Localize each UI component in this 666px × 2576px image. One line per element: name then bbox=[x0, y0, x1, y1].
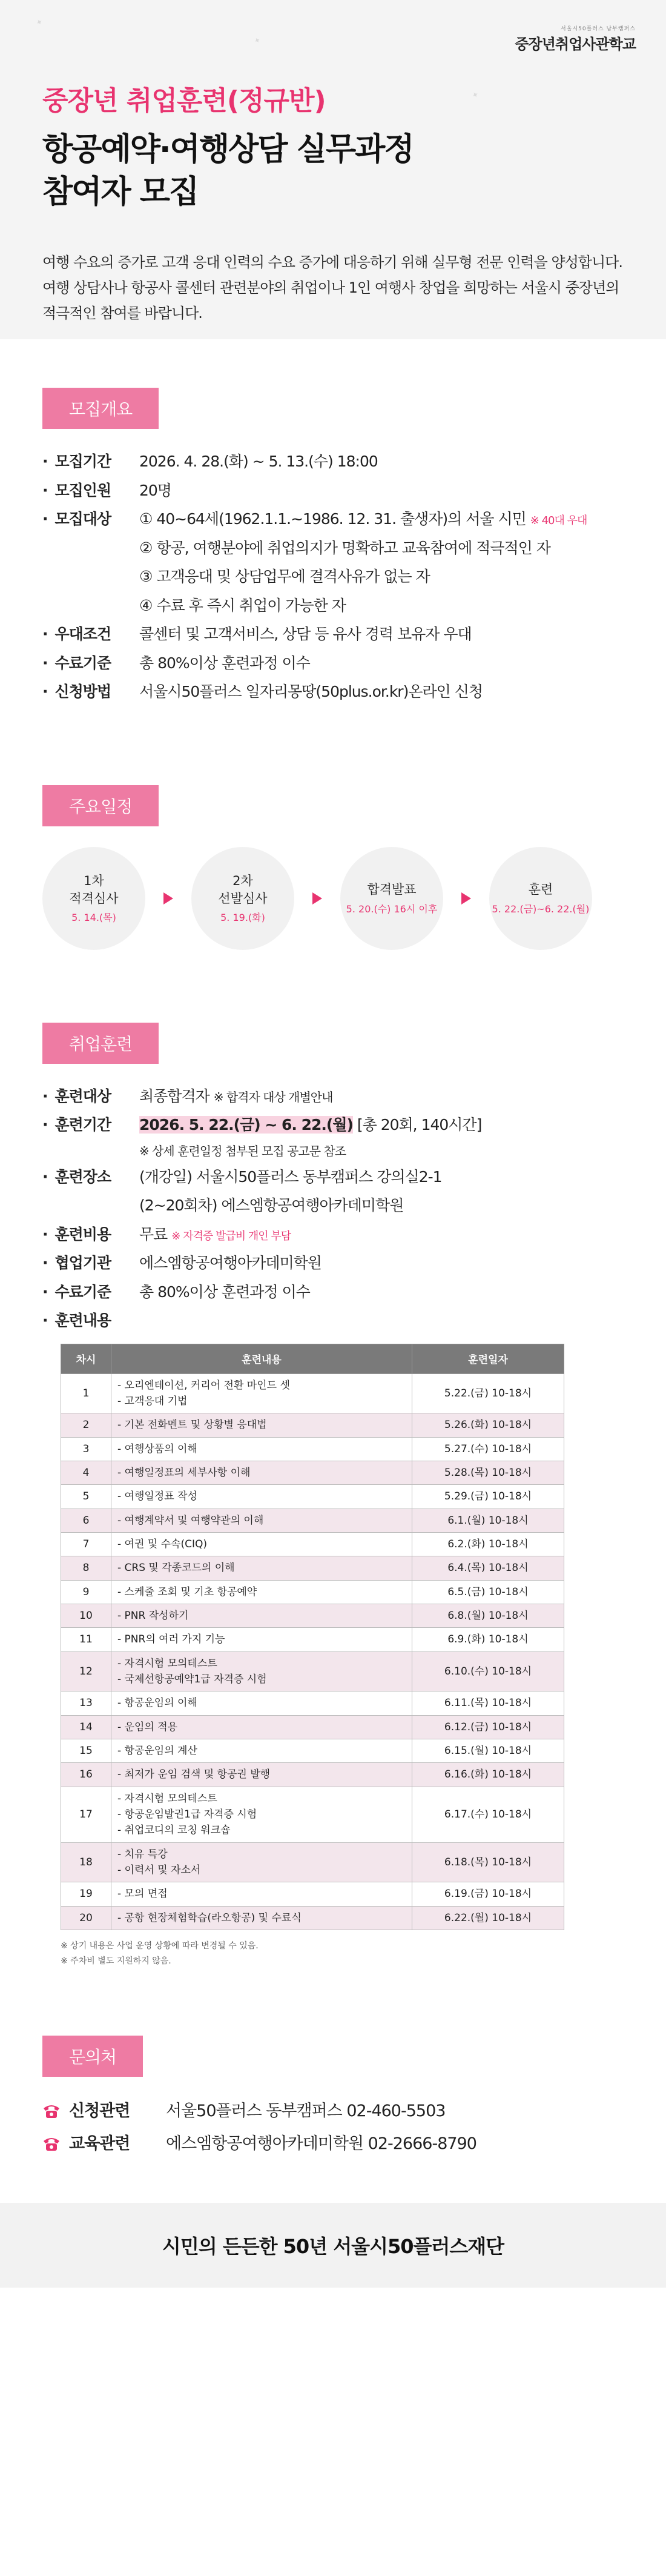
row-value: 20명 bbox=[139, 481, 171, 499]
schedule-steps bbox=[42, 847, 624, 950]
target-4: ④ 수료 후 즉시 취업이 가능한 자 bbox=[139, 596, 346, 614]
period-extra: [총 20회, 140시간] bbox=[357, 1116, 482, 1134]
table-row bbox=[61, 1580, 564, 1604]
cell-date: 5.22.(금) 10-18시 bbox=[412, 1373, 564, 1413]
cell-content: - 기본 전화멘트 및 상황별 응대법 bbox=[111, 1413, 412, 1437]
training-row-place bbox=[42, 1163, 624, 1220]
contact-label: 신청관련 bbox=[69, 2102, 130, 2121]
cell-session: 6 bbox=[61, 1509, 111, 1532]
step-date: 5. 14.(목) bbox=[71, 912, 116, 924]
training-schedule-table bbox=[61, 1344, 564, 1931]
cell-date: 6.11.(목) 10-18시 bbox=[412, 1691, 564, 1715]
cell-session: 16 bbox=[61, 1763, 111, 1787]
table-row bbox=[61, 1651, 564, 1691]
overview-row-pref bbox=[42, 620, 624, 649]
cell-date: 6.2.(화) 10-18시 bbox=[412, 1532, 564, 1556]
cell-session: 3 bbox=[61, 1437, 111, 1461]
row-label: · 훈련비용 bbox=[42, 1220, 139, 1249]
table-note: ※ 주차비 별도 지원하지 않음. bbox=[61, 1956, 171, 1967]
arrow-right-icon bbox=[312, 892, 322, 905]
cell-session: 11 bbox=[61, 1628, 111, 1651]
cell-date: 6.22.(월) 10-18시 bbox=[412, 1906, 564, 1930]
schedule-section bbox=[0, 785, 666, 950]
table-row bbox=[61, 1763, 564, 1787]
row-value: 콜센터 및 고객서비스, 상담 등 유사 경력 보유자 우대 bbox=[139, 625, 472, 643]
row-label: · 신청방법 bbox=[42, 677, 139, 706]
cell-session: 5 bbox=[61, 1485, 111, 1509]
training-section bbox=[0, 1023, 666, 1970]
table-row bbox=[61, 1485, 564, 1509]
table-row bbox=[61, 1413, 564, 1437]
overview-section bbox=[0, 388, 666, 706]
cell-content: - 여행상품의 이해 bbox=[111, 1437, 412, 1461]
cell-session: 14 bbox=[61, 1715, 111, 1739]
row-label: · 모집대상 bbox=[42, 505, 139, 620]
step-title: 2차 선발심사 bbox=[218, 873, 268, 906]
target-1: ① 40~64세(1962.1.1.~1986. 12. 31. 출생자)의 서울 시민 bbox=[139, 510, 526, 528]
cell-content: - 자격시험 모의테스트 - 항공운임발권1급 자격증 시험 - 취업코디의 코칭 워크숍 bbox=[111, 1787, 412, 1842]
cell-content: - 항공운임의 계산 bbox=[111, 1739, 412, 1763]
cell-date: 5.29.(금) 10-18시 bbox=[412, 1485, 564, 1509]
cell-session: 15 bbox=[61, 1739, 111, 1763]
row-value bbox=[139, 1163, 624, 1220]
target-2: ② 항공, 여행분야에 취업의지가 명확하고 교육참여에 적극적인 자 bbox=[139, 539, 550, 557]
cell-date: 5.28.(목) 10-18시 bbox=[412, 1461, 564, 1484]
logo bbox=[515, 24, 636, 53]
cell-date: 6.9.(화) 10-18시 bbox=[412, 1628, 564, 1651]
cell-content: - 오리엔테이션, 커리어 전환 마인드 셋 - 고객응대 기법 bbox=[111, 1373, 412, 1413]
row-label: · 훈련기간 bbox=[42, 1110, 139, 1163]
row-value: 총 80%이상 훈련과정 이수 bbox=[139, 654, 310, 672]
watermark: ✦ bbox=[470, 90, 481, 101]
cell-content: - 모의 면접 bbox=[111, 1882, 412, 1906]
step-date: 5. 19.(화) bbox=[220, 912, 265, 924]
cell-session: 19 bbox=[61, 1882, 111, 1906]
table-notes bbox=[61, 1939, 624, 1969]
table-row bbox=[61, 1532, 564, 1556]
row-label: · 훈련내용 bbox=[42, 1306, 139, 1335]
overview-rows bbox=[42, 447, 624, 706]
column-header: 훈련일자 bbox=[412, 1344, 564, 1373]
row-value: 2026. 4. 28.(화) ~ 5. 13.(수) 18:00 bbox=[139, 453, 378, 470]
cell-date: 6.18.(목) 10-18시 bbox=[412, 1842, 564, 1882]
page-subtitle: 중장년 취업훈련(정규반) bbox=[42, 85, 326, 116]
cell-date: 6.12.(금) 10-18시 bbox=[412, 1715, 564, 1739]
schedule-step-3 bbox=[340, 847, 443, 950]
column-header: 훈련내용 bbox=[111, 1344, 412, 1373]
cell-date: 6.15.(월) 10-18시 bbox=[412, 1739, 564, 1763]
overview-row-period bbox=[42, 447, 624, 476]
target-3: ③ 고객응대 및 상담업무에 결격사유가 없는 자 bbox=[139, 568, 430, 585]
table-row bbox=[61, 1437, 564, 1461]
table-row bbox=[61, 1691, 564, 1715]
table-row bbox=[61, 1906, 564, 1930]
cost-value: 무료 bbox=[139, 1225, 168, 1243]
training-row-completion bbox=[42, 1278, 624, 1307]
cell-content: - 여행일정표의 세부사항 이해 bbox=[111, 1461, 412, 1484]
phone-icon bbox=[42, 2136, 61, 2152]
cell-content: - 여행일정표 작성 bbox=[111, 1485, 412, 1509]
overview-row-target bbox=[42, 505, 624, 620]
cell-session: 18 bbox=[61, 1842, 111, 1882]
contact-row-edu bbox=[42, 2128, 624, 2160]
table-row bbox=[61, 1628, 564, 1651]
arrow-right-icon bbox=[461, 892, 471, 905]
hero-header bbox=[0, 0, 666, 339]
cell-date: 5.27.(수) 10-18시 bbox=[412, 1437, 564, 1461]
row-value: 서울시50플러스 일자리몽땅(50plus.or.kr)온라인 신청 bbox=[139, 683, 483, 700]
cell-session: 8 bbox=[61, 1556, 111, 1580]
row-value: 에스엠항공여행아카데미학원 bbox=[139, 1254, 321, 1272]
target-note: ※ 합격자 대상 개별안내 bbox=[213, 1089, 333, 1104]
table-row bbox=[61, 1882, 564, 1906]
cell-session: 4 bbox=[61, 1461, 111, 1484]
training-row-target bbox=[42, 1082, 624, 1111]
cell-content: - 공항 현장체험학습(라오항공) 및 수료식 bbox=[111, 1906, 412, 1930]
cell-session: 12 bbox=[61, 1651, 111, 1691]
row-label: · 모집기간 bbox=[42, 447, 139, 476]
row-value: 총 80%이상 훈련과정 이수 bbox=[139, 1283, 310, 1301]
intro-description: 여행 수요의 증가로 고객 응대 인력의 수요 증가에 대응하기 위해 실무형 전문 인력을 양성합니다. 여행 상담사나 항공사 콜센터 관련분야의 취업이나 1인 여행사 창업을 희망하는 서울시 중장년의 적극적인 참여를 바랍니다. bbox=[42, 254, 622, 322]
target-1-note: ※ 40대 우대 bbox=[530, 514, 587, 527]
row-label: · 수료기준 bbox=[42, 1278, 139, 1307]
table-row bbox=[61, 1373, 564, 1413]
overview-heading: 모집개요 bbox=[42, 388, 159, 429]
cell-content: - 항공운임의 이해 bbox=[111, 1691, 412, 1715]
page-title bbox=[42, 128, 624, 213]
row-label: · 수료기준 bbox=[42, 649, 139, 678]
cell-date: 6.1.(월) 10-18시 bbox=[412, 1509, 564, 1532]
table-note: ※ 상기 내용은 사업 운영 상황에 따라 변경될 수 있음. bbox=[61, 1941, 259, 1951]
training-rows bbox=[42, 1082, 624, 1335]
cell-content: - 치유 특강 - 이력서 및 자소서 bbox=[111, 1842, 412, 1882]
schedule-step-4 bbox=[489, 847, 592, 950]
cell-content: - 여행계약서 및 여행약관의 이해 bbox=[111, 1509, 412, 1532]
title-line-2: 참여자 모집 bbox=[42, 174, 199, 211]
row-value bbox=[139, 1110, 624, 1163]
row-label: · 모집인원 bbox=[42, 476, 139, 505]
column-header: 차시 bbox=[61, 1344, 111, 1373]
cell-session: 1 bbox=[61, 1373, 111, 1413]
cell-date: 6.10.(수) 10-18시 bbox=[412, 1651, 564, 1691]
cell-content: - PNR의 여러 가지 기능 bbox=[111, 1628, 412, 1651]
step-date: 5. 20.(수) 16시 이후 bbox=[346, 903, 438, 915]
table-row bbox=[61, 1842, 564, 1882]
contact-label: 교육관련 bbox=[69, 2134, 130, 2154]
table-row bbox=[61, 1715, 564, 1739]
row-value bbox=[139, 505, 624, 620]
row-label: · 협업기관 bbox=[42, 1249, 139, 1278]
logo-small-text: 서울시50플러스 남부캠퍼스 bbox=[561, 26, 636, 32]
target-value: 최종합격자 bbox=[139, 1087, 209, 1105]
phone-icon bbox=[42, 2103, 61, 2119]
step-date: 5. 22.(금)~6. 22.(월) bbox=[492, 903, 590, 915]
schedule-step-1 bbox=[42, 847, 145, 950]
period-highlight: 2026. 5. 22.(금) ~ 6. 22.(월) bbox=[139, 1116, 353, 1134]
training-heading: 취업훈련 bbox=[42, 1023, 159, 1064]
cost-note: ※ 자격증 발급비 개인 부담 bbox=[171, 1229, 291, 1243]
table-header-row bbox=[61, 1344, 564, 1373]
cell-session: 20 bbox=[61, 1906, 111, 1930]
period-note: ※ 상세 훈련일정 첨부된 모집 공고문 참조 bbox=[139, 1143, 346, 1158]
place-1: (개강일) 서울시50플러스 동부캠퍼스 강의실2-1 bbox=[139, 1167, 442, 1186]
place-2: (2~20회차) 에스엠항공여행아카데미학원 bbox=[139, 1197, 404, 1214]
step-title: 1차 적격심사 bbox=[69, 873, 119, 906]
training-row-partner bbox=[42, 1249, 624, 1278]
cell-content: - 자격시험 모의테스트 - 국제선항공예약1급 자격증 시험 bbox=[111, 1651, 412, 1691]
watermark: ✦ bbox=[252, 35, 263, 47]
cell-content: - 운임의 적용 bbox=[111, 1715, 412, 1739]
cell-session: 17 bbox=[61, 1787, 111, 1842]
table-body bbox=[61, 1373, 564, 1930]
contact-section bbox=[0, 2036, 666, 2160]
table-row bbox=[61, 1556, 564, 1580]
title-line-1: 항공예약·여행상담 실무과정 bbox=[42, 131, 414, 168]
watermark: ✦ bbox=[34, 17, 45, 28]
row-label: · 훈련대상 bbox=[42, 1082, 139, 1111]
contact-heading: 문의처 bbox=[42, 2036, 143, 2077]
cell-date: 6.17.(수) 10-18시 bbox=[412, 1787, 564, 1842]
cell-content: - CRS 및 각종코드의 이해 bbox=[111, 1556, 412, 1580]
overview-row-count bbox=[42, 476, 624, 505]
cell-session: 9 bbox=[61, 1580, 111, 1604]
overview-row-apply bbox=[42, 677, 624, 706]
overview-row-completion bbox=[42, 649, 624, 678]
contact-row-apply bbox=[42, 2095, 624, 2128]
contact-rows bbox=[42, 2095, 624, 2160]
cell-content: - 스케줄 조회 및 기초 항공예약 bbox=[111, 1580, 412, 1604]
logo-text: 중장년취업사관학교 bbox=[515, 36, 636, 53]
arrow-right-icon bbox=[163, 892, 173, 905]
cell-session: 13 bbox=[61, 1691, 111, 1715]
step-title: 훈련 bbox=[528, 882, 553, 897]
cell-content: - PNR 작성하기 bbox=[111, 1604, 412, 1627]
training-row-content bbox=[42, 1306, 624, 1335]
contact-value[interactable]: 서울50플러스 동부캠퍼스 02-460-5503 bbox=[166, 2102, 446, 2121]
row-value bbox=[139, 1082, 624, 1111]
footer-slogan: 시민의 든든한 50년 서울시50플러스재단 bbox=[0, 2203, 666, 2288]
contact-value[interactable]: 에스엠항공여행아카데미학원 02-2666-8790 bbox=[166, 2134, 476, 2154]
training-row-period bbox=[42, 1110, 624, 1163]
cell-date: 6.19.(금) 10-18시 bbox=[412, 1882, 564, 1906]
schedule-step-2 bbox=[191, 847, 294, 950]
table-row bbox=[61, 1787, 564, 1842]
row-label: · 훈련장소 bbox=[42, 1163, 139, 1220]
cell-content: - 최저가 운임 검색 및 항공권 발행 bbox=[111, 1763, 412, 1787]
cell-session: 10 bbox=[61, 1604, 111, 1627]
cell-date: 6.5.(금) 10-18시 bbox=[412, 1580, 564, 1604]
cell-session: 2 bbox=[61, 1413, 111, 1437]
row-value bbox=[139, 1220, 624, 1249]
cell-session: 7 bbox=[61, 1532, 111, 1556]
cell-content: - 여권 및 수속(CIQ) bbox=[111, 1532, 412, 1556]
step-title: 합격발표 bbox=[367, 882, 417, 897]
table-row bbox=[61, 1509, 564, 1532]
table-row bbox=[61, 1604, 564, 1627]
table-row bbox=[61, 1739, 564, 1763]
cell-date: 6.8.(월) 10-18시 bbox=[412, 1604, 564, 1627]
training-row-cost bbox=[42, 1220, 624, 1249]
cell-date: 6.4.(목) 10-18시 bbox=[412, 1556, 564, 1580]
cell-date: 5.26.(화) 10-18시 bbox=[412, 1413, 564, 1437]
row-label: · 우대조건 bbox=[42, 620, 139, 649]
table-row bbox=[61, 1461, 564, 1484]
schedule-heading: 주요일정 bbox=[42, 785, 159, 826]
cell-date: 6.16.(화) 10-18시 bbox=[412, 1763, 564, 1787]
